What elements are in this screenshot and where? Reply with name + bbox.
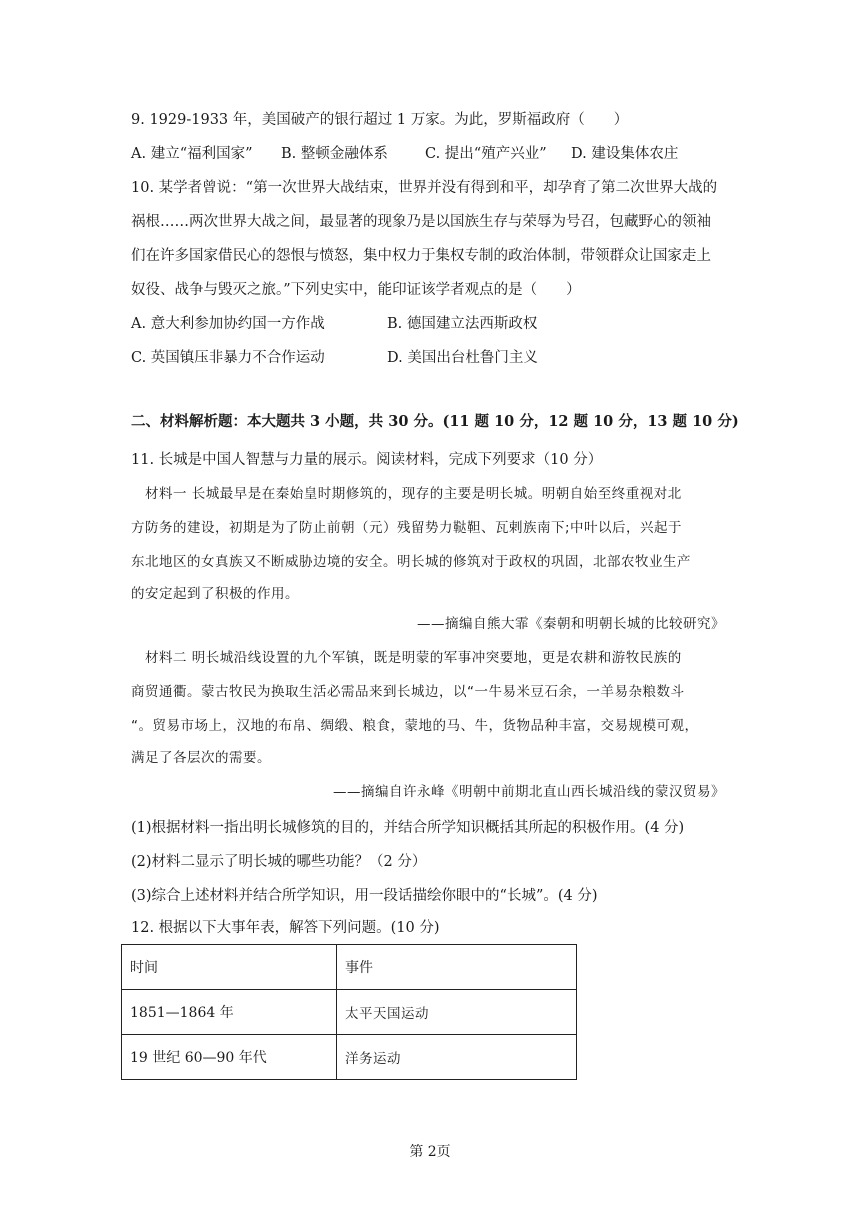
table-row [122, 990, 577, 1035]
q10-line-1: 10. 某学者曾说：“第一次世界大战结束，世界并没有得到和平，却孕育了第二次世界大战的 [131, 180, 718, 196]
q11-material1-line-1: 材料一 长城最早是在秦始皇时期修筑的，现存的主要是明长城。明朝自始至终重视对北 [131, 486, 682, 502]
q12-stem: 12. 根据以下大事年表，解答下列问题。(10 分) [131, 920, 440, 936]
q9-option-a: A. 建立“福利国家” [131, 146, 253, 162]
table-row [122, 1035, 577, 1080]
table-header-event: 事件 [337, 945, 577, 990]
q10-option-a: A. 意大利参加协约国一方作战 [131, 316, 325, 332]
q11-source-1: ——摘编自熊大霏《秦朝和明朝长城的比较研究》 [417, 616, 725, 632]
q10-option-c: C. 英国镇压非暴力不合作运动 [131, 350, 325, 366]
q11-material2-line-4: 满足了各层次的需要。 [131, 750, 271, 766]
q10-line-3: 们在许多国家借民心的怨恨与愤怒，集中权力于集权专制的政治体制，带领群众让国家走上 [131, 248, 711, 264]
q11-question-1: (1)根据材料一指出明长城修筑的目的，并结合所学知识概括其所起的积极作用。(4 分) [131, 820, 685, 836]
q11-question-3: (3)综合上述材料并结合所学知识，用一段话描绘你眼中的“长城”。(4 分) [131, 888, 598, 904]
q10-line-4: 奴役、战争与毁灭之旅。”下列史实中，能印证该学者观点的是（ ） [131, 282, 581, 298]
table-cell-time: 19 世纪 60—90 年代 [122, 1035, 337, 1080]
q11-question-2: (2)材料二显示了明长城的哪些功能？（2 分） [131, 854, 427, 870]
q9-option-b: B. 整顿金融体系 [281, 146, 388, 162]
q10-option-b: B. 德国建立法西斯政权 [387, 316, 538, 332]
page-number: 第 2页 [409, 1144, 451, 1160]
q11-material1-line-2: 方防务的建设，初期是为了防止前朝（元）残留势力鞑靼、瓦剌族南下;中叶以后，兴起于 [131, 520, 683, 536]
table-cell-event: 太平天国运动 [337, 990, 577, 1035]
q11-material2-line-2: 商贸通衢。蒙古牧民为换取生活必需品来到长城边，以“一牛易米豆石余，一羊易杂粮数斗 [131, 684, 685, 700]
q11-material2-line-3: “。贸易市场上，汉地的布帛、绸缎、粮食，蒙地的马、牛，货物品种丰富，交易规模可观， [131, 718, 699, 734]
q9-option-c: C. 提出“殖产兴业” [425, 146, 547, 162]
q11-material2-line-1: 材料二 明长城沿线设置的九个军镇，既是明蒙的军事冲突要地，更是农耕和游牧民族的 [131, 650, 682, 666]
q10-option-d: D. 美国出台杜鲁门主义 [387, 350, 538, 366]
q11-source-2: ——摘编自许永峰《明朝中前期北直山西长城沿线的蒙汉贸易》 [333, 784, 725, 800]
table-header-row [122, 945, 577, 990]
q10-line-2: 祸根……两次世界大战之间，最显著的现象乃是以国族生存与荣辱为号召，包藏野心的领袖 [131, 214, 711, 230]
q11-material1-line-3: 东北地区的女真族又不断威胁边境的安全。明长城的修筑对于政权的巩固，北部农牧业生产 [131, 554, 691, 570]
q11-material1-line-4: 的安定起到了积极的作用。 [131, 586, 299, 602]
q9-option-d: D. 建设集体农庄 [571, 146, 679, 162]
events-table [121, 944, 577, 1080]
table-cell-time: 1851—1864 年 [122, 990, 337, 1035]
section-heading: 二、材料解析题：本大题共 3 小题，共 30 分。(11 题 10 分，12 题 10 分，13 题 10 分) [131, 413, 739, 430]
q11-stem: 11. 长城是中国人智慧与力量的展示。阅读材料，完成下列要求（10 分） [131, 452, 603, 468]
table-cell-event: 洋务运动 [337, 1035, 577, 1080]
q9-stem: 9. 1929-1933 年，美国破产的银行超过 1 万家。为此，罗斯福政府（ ） [131, 112, 629, 128]
table-header-time: 时间 [122, 945, 337, 990]
